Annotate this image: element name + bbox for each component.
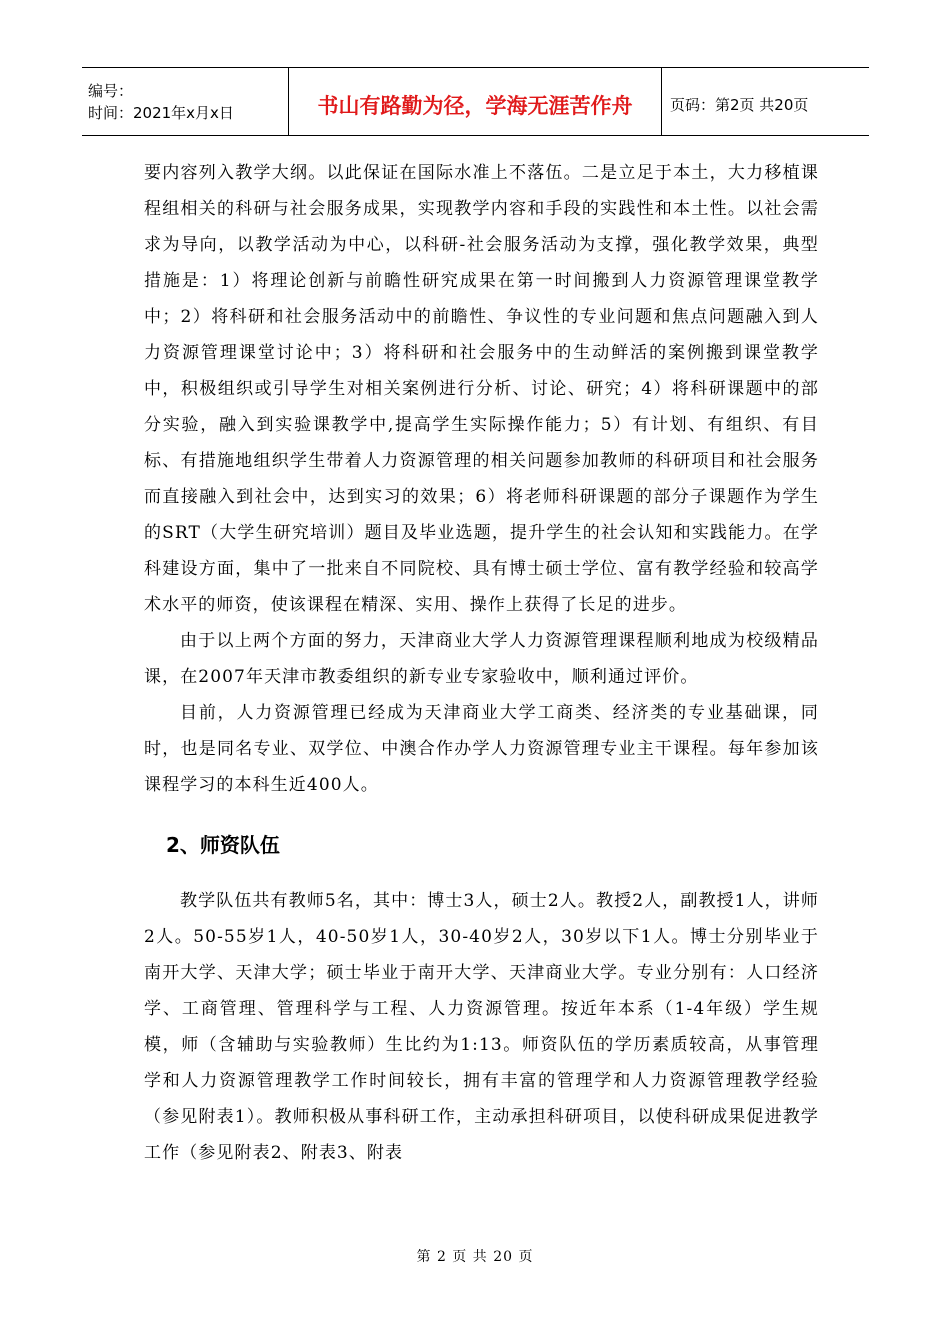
document-date-label: 时间：2021年x月x日: [88, 103, 234, 122]
body-paragraph-4: 教学队伍共有教师5名，其中：博士3人，硕士2人。教授2人，副教授1人，讲师2人。50-55岁1人，40-50岁1人，30-40岁2人，30岁以下1人。博士分别毕业于南开大学、天津大学；硕士毕业于南开大学、天津商业大学。专业分别有：人口经济学、工商管理、管理科学与工程、人力资源管理。按近年本系（1-4年级）学生规模，师（含辅助与实验教师）生比约为1:13。师资队伍的学历素质较高，从事管理学和人力资源管理教学工作时间较长，拥有丰富的管理学和人力资源管理教学经验（参见附表1）。教师积极从事科研工作，主动承担科研项目，以使科研成果促进教学工作（参见附表2、附表3、附表: [144, 891, 819, 1163]
header-page-number: 页码：第2页 共20页: [662, 68, 870, 136]
body-paragraph-1: 要内容列入教学大纲。以此保证在国际水准上不落伍。二是立足于本土，大力移植课程组相关的科研与社会服务成果，实现教学内容和手段的实践性和本土性。以社会需求为导向，以教学活动为中心，以科研-社会服务活动为支撑，强化教学效果，典型措施是：1）将理论创新与前瞻性研究成果在第一时间搬到人力资源管理课堂教学中；2）将科研和社会服务活动中的前瞻性、争议性的专业问题和焦点问题融入到人力资源管理课堂讨论中；3）将科研和社会服务中的生动鲜活的案例搬到课堂教学中，积极组织或引导学生对相关案例进行分析、讨论、研究；4）将科研课题中的部分实验，融入到实验课教学中,提高学生实际操作能力；5）有计划、有组织、有目标、有措施地组织学生带着人力资源管理的相关问题参加教师的科研项目和社会服务而直接融入到社会中，达到实习的效果；6）将老师科研课题的部分子课题作为学生的SRT（大学生研究培训）题目及毕业选题，提升学生的社会认知和实践能力。在学科建设方面，集中了一批来自不同院校、具有博士硕士学位、富有教学经验和较高学术水平的师资，使该课程在精深、实用、操作上获得了长足的进步。: [144, 163, 819, 615]
header-motto: 书山有路勤为径，学海无涯苦作舟: [289, 68, 662, 136]
header-meta: [82, 68, 289, 136]
body-paragraph-2: 由于以上两个方面的努力，天津商业大学人力资源管理课程顺利地成为校级精品课，在2007年天津市教委组织的新专业专家验收中，顺利通过评价。: [144, 631, 819, 687]
page-footer: 第 2 页 共 20 页: [416, 1249, 534, 1265]
document-body: [144, 155, 819, 1171]
section-heading-faculty: 2、师资队伍: [166, 833, 280, 857]
document-number-label: 编号：: [88, 81, 134, 100]
body-paragraph-3: 目前，人力资源管理已经成为天津商业大学工商类、经济类的专业基础课，同时，也是同名专业、双学位、中澳合作办学人力资源管理专业主干课程。每年参加该课程学习的本科生近400人。: [144, 703, 819, 795]
page-header: [82, 67, 869, 136]
